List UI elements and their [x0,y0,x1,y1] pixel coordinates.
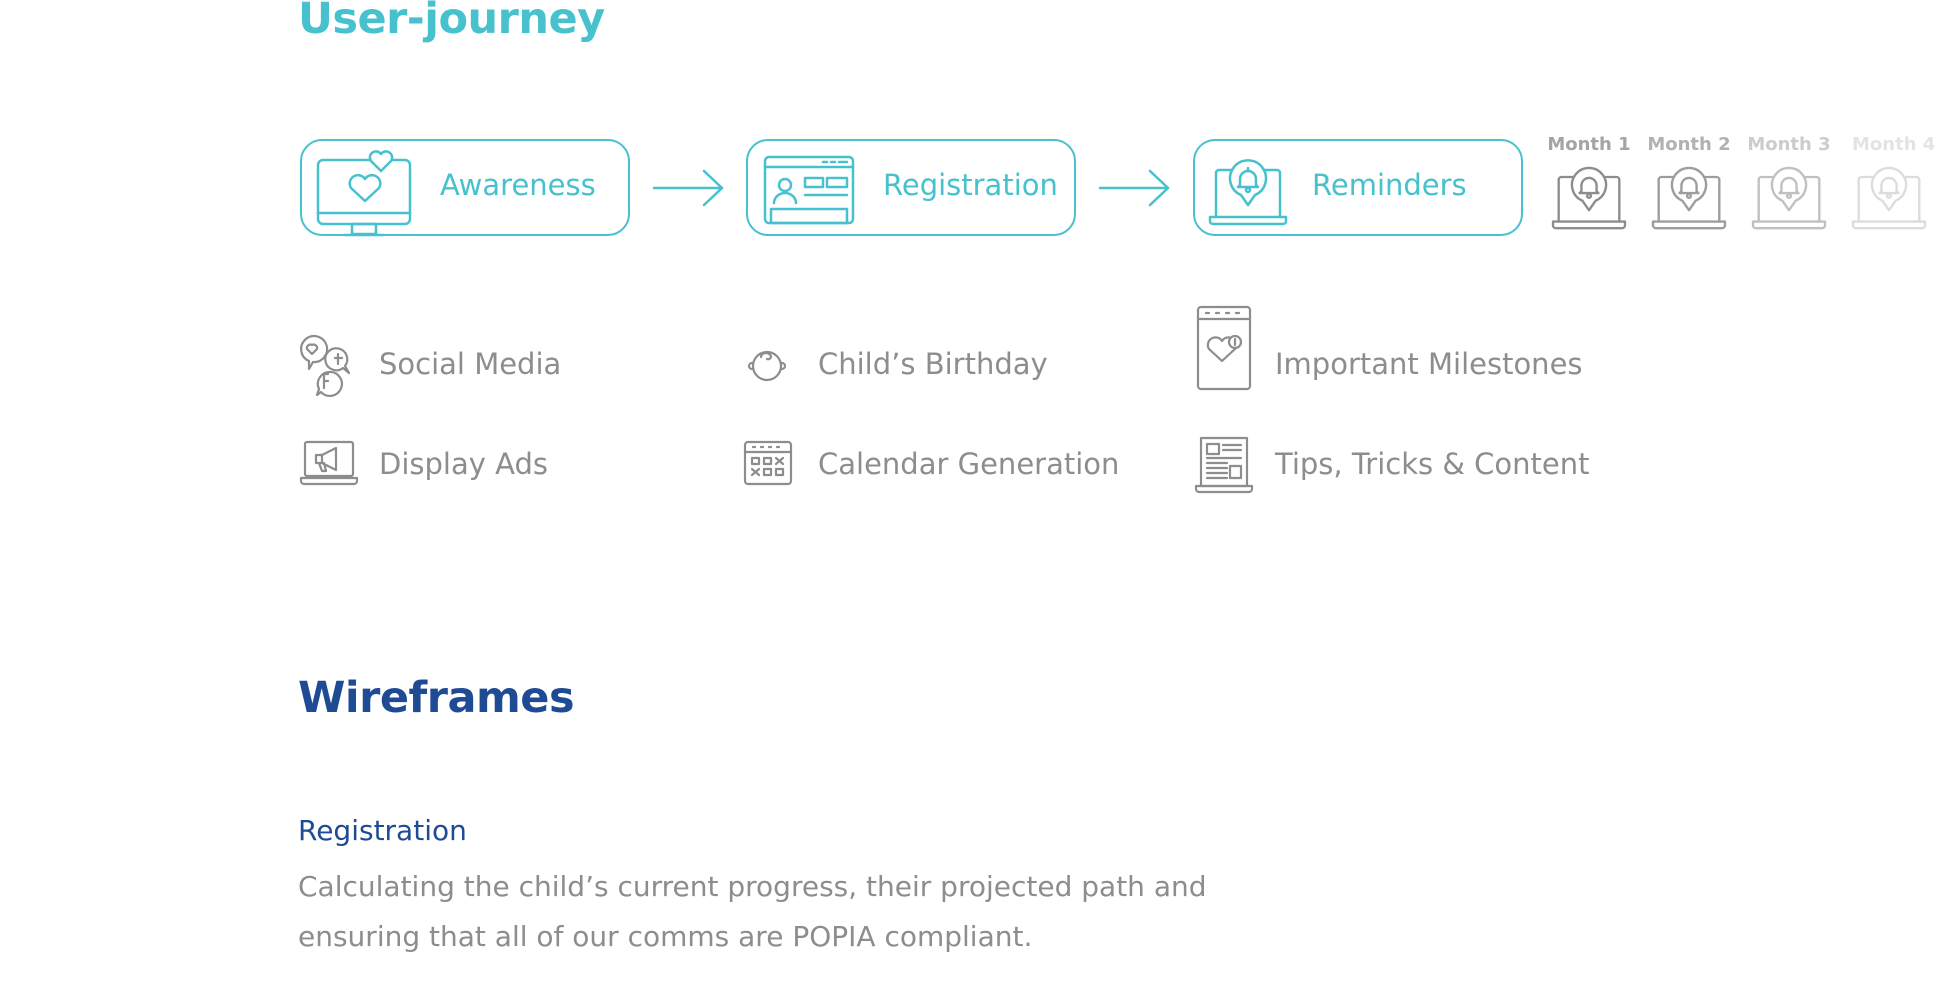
calendar-grid-icon [743,440,793,486]
month-item-3 [1744,134,1834,231]
month-item-2 [1644,134,1734,231]
wireframes-heading: Wireframes [298,673,575,723]
journey-step-reminders-label: Reminders [1312,168,1467,202]
laptop-bell-icon [1644,159,1734,231]
feature-tips-tricks-content-label: Tips, Tricks & Content [1275,447,1590,481]
month-label: Month 4 [1852,134,1935,155]
month-item-4 [1844,134,1935,231]
registration-form-icon [763,155,855,225]
month-label: Month 1 [1547,134,1631,155]
laptop-bell-icon [1744,159,1834,231]
month-label: Month 2 [1647,134,1731,155]
laptop-megaphone-icon [300,440,358,486]
wireframes-description: Calculating the child’s current progress, their projected path and ensuring that all of our comms are POPIA compliant. [298,870,1207,953]
calendar-heart-icon [1196,305,1252,391]
laptop-bell-icon [1208,151,1288,227]
month-label: Month 3 [1747,134,1831,155]
feature-calendar-generation-label: Calendar Generation [818,447,1120,481]
wireframes-subtitle: Registration [298,814,467,847]
social-bubbles-icon [298,334,356,396]
journey-step-registration-label: Registration [883,168,1058,202]
user-journey-heading: User-journey [298,0,605,44]
feature-important-milestones-label: Important Milestones [1275,347,1583,381]
arrow-right-icon [652,168,726,208]
laptop-bell-icon [1844,159,1920,231]
channel-display-ads-label: Display Ads [379,447,548,481]
baby-face-icon [745,348,789,384]
journey-step-awareness-label: Awareness [440,168,596,202]
monitor-hearts-icon [315,145,415,237]
feature-childs-birthday-label: Child’s Birthday [818,347,1048,381]
newspaper-icon [1194,436,1254,494]
laptop-bell-icon [1544,159,1634,231]
arrow-right-icon [1098,168,1172,208]
month-item-1 [1544,134,1634,231]
channel-social-media-label: Social Media [379,347,562,381]
